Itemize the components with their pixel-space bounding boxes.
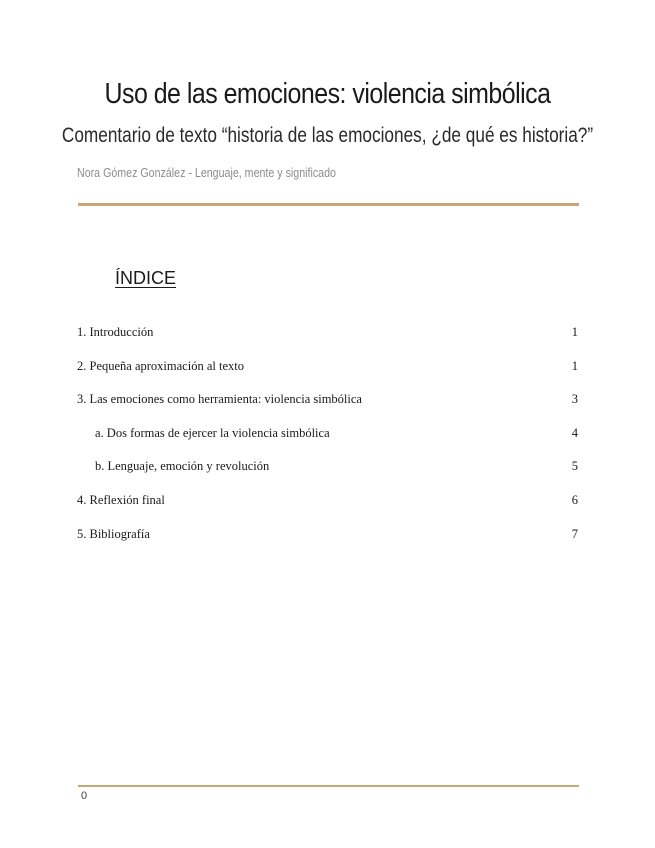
toc-entry-page: 7 (571, 526, 578, 541)
author-line: Nora Gómez González - Lenguaje, mente y significado (77, 165, 336, 180)
toc-subentry-lenguaje[interactable] (77, 456, 578, 490)
toc-entry-label: 5. Bibliografía (77, 526, 150, 541)
toc-entry-label: 4. Reflexión final (77, 492, 165, 507)
toc-entry-page: 4 (571, 425, 578, 440)
toc-entry-page: 6 (571, 492, 578, 507)
toc-entry-page: 1 (571, 325, 578, 339)
toc-subentry-dos-formas[interactable] (77, 423, 578, 457)
toc-entry-emociones-herramienta[interactable] (77, 389, 578, 423)
toc-entry-label: a. Dos formas de ejercer la violencia simbólica (95, 425, 330, 440)
document-title: Uso de las emociones: violencia simbólica (104, 78, 551, 110)
toc-entry-label: 3. Las emociones como herramienta: violencia simbólica (77, 392, 362, 407)
footer-page-number: 0 (81, 790, 88, 802)
toc-entry-label: 2. Pequeña aproximación al texto (77, 358, 244, 373)
footer-divider (78, 785, 579, 787)
toc-entry-page: 3 (571, 392, 578, 407)
toc-entry-bibliografia[interactable] (77, 524, 578, 558)
toc-entry-page: 1 (571, 358, 578, 373)
toc-entry-introduccion[interactable] (77, 322, 578, 356)
toc-entry-label: b. Lenguaje, emoción y revolución (95, 459, 270, 474)
toc-entry-label: 1. Introducción (77, 325, 154, 339)
document-subtitle: Comentario de texto “historia de las emociones, ¿de qué es historia?” (61, 124, 594, 147)
index-heading: ÍNDICE (115, 268, 177, 288)
toc-entry-aproximacion[interactable] (77, 356, 578, 390)
header-divider (78, 203, 579, 206)
toc-entry-page: 5 (571, 459, 578, 474)
table-of-contents (77, 322, 578, 557)
toc-entry-reflexion[interactable] (77, 490, 578, 524)
